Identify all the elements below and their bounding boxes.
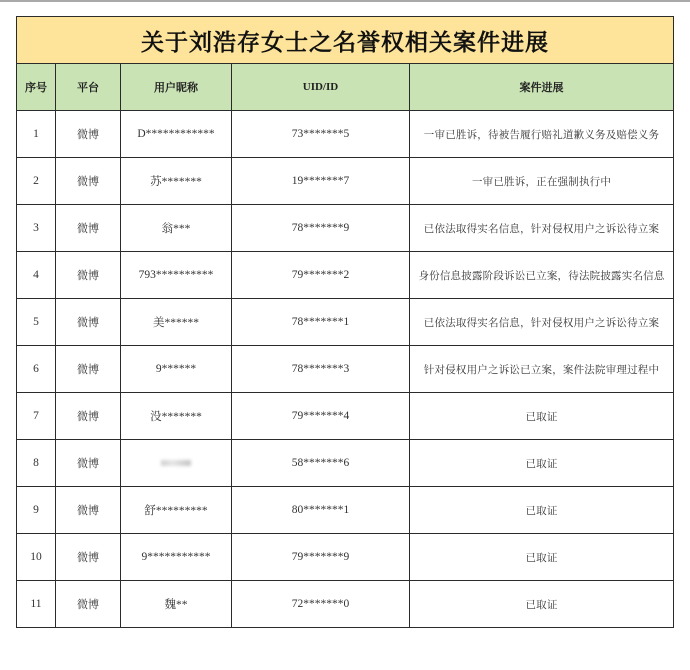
cell-nickname: 苏******* — [121, 158, 232, 205]
cell-nickname: 舒********* — [121, 487, 232, 534]
cell-platform: 微博 — [56, 252, 121, 299]
cell-progress: 一审已胜诉，待被告履行赔礼道歉义务及赔偿义务 — [410, 111, 674, 158]
header-index: 序号 — [17, 64, 56, 111]
table-row — [17, 111, 674, 158]
cell-uid: 72*******0 — [232, 581, 410, 628]
table-row — [17, 299, 674, 346]
header-platform: 平台 — [56, 64, 121, 111]
cell-nickname: 魏** — [121, 581, 232, 628]
cell-uid: 19*******7 — [232, 158, 410, 205]
cell-index: 10 — [17, 534, 56, 581]
cell-progress: 已取证 — [410, 581, 674, 628]
document-title: 关于刘浩存女士之名誉权相关案件进展 — [17, 17, 674, 64]
table-row — [17, 158, 674, 205]
cell-platform: 微博 — [56, 346, 121, 393]
cell-index: 11 — [17, 581, 56, 628]
cell-platform: 微博 — [56, 581, 121, 628]
table-row — [17, 393, 674, 440]
table-row — [17, 534, 674, 581]
top-divider — [0, 0, 690, 2]
header-nickname: 用户昵称 — [121, 64, 232, 111]
title-row — [17, 17, 674, 64]
cell-platform: 微博 — [56, 487, 121, 534]
cell-index: 5 — [17, 299, 56, 346]
cell-uid: 78*******9 — [232, 205, 410, 252]
cell-nickname: 9****** — [121, 346, 232, 393]
cell-index: 6 — [17, 346, 56, 393]
cell-nickname: 9*********** — [121, 534, 232, 581]
cell-platform: 微博 — [56, 393, 121, 440]
cell-index: 3 — [17, 205, 56, 252]
cell-uid: 79*******2 — [232, 252, 410, 299]
cell-platform: 微博 — [56, 534, 121, 581]
cell-progress: 一审已胜诉，正在强制执行中 — [410, 158, 674, 205]
cell-platform: 微博 — [56, 111, 121, 158]
table-row — [17, 346, 674, 393]
cell-uid: 80*******1 — [232, 487, 410, 534]
cell-nickname: 翁*** — [121, 205, 232, 252]
table-row — [17, 252, 674, 299]
cell-uid: 78*******3 — [232, 346, 410, 393]
cell-nickname-redacted — [121, 440, 232, 487]
cell-progress: 身份信息披露阶段诉讼已立案，待法院披露实名信息 — [410, 252, 674, 299]
cell-uid: 78*******1 — [232, 299, 410, 346]
cell-nickname: 没******* — [121, 393, 232, 440]
cell-platform: 微博 — [56, 299, 121, 346]
header-uid: UID/ID — [232, 64, 410, 111]
cell-uid: 79*******4 — [232, 393, 410, 440]
cell-progress: 已取证 — [410, 534, 674, 581]
table-row — [17, 487, 674, 534]
cell-nickname: 793********** — [121, 252, 232, 299]
cell-platform: 微博 — [56, 158, 121, 205]
cell-progress: 已取证 — [410, 440, 674, 487]
case-progress-table — [16, 16, 674, 628]
cell-index: 2 — [17, 158, 56, 205]
header-row — [17, 64, 674, 111]
cell-nickname: 美****** — [121, 299, 232, 346]
cell-index: 1 — [17, 111, 56, 158]
cell-platform: 微博 — [56, 440, 121, 487]
table-row — [17, 440, 674, 487]
blurred-nickname — [161, 460, 191, 466]
header-progress: 案件进展 — [410, 64, 674, 111]
cell-index: 8 — [17, 440, 56, 487]
cell-index: 4 — [17, 252, 56, 299]
cell-uid: 79*******9 — [232, 534, 410, 581]
table-row — [17, 581, 674, 628]
cell-progress: 已依法取得实名信息，针对侵权用户之诉讼待立案 — [410, 205, 674, 252]
cell-uid: 58*******6 — [232, 440, 410, 487]
cell-platform: 微博 — [56, 205, 121, 252]
cell-index: 7 — [17, 393, 56, 440]
cell-index: 9 — [17, 487, 56, 534]
cell-uid: 73*******5 — [232, 111, 410, 158]
table-row — [17, 205, 674, 252]
cell-progress: 已取证 — [410, 487, 674, 534]
cell-progress: 已依法取得实名信息，针对侵权用户之诉讼待立案 — [410, 299, 674, 346]
cell-progress: 已取证 — [410, 393, 674, 440]
cell-progress: 针对侵权用户之诉讼已立案，案件法院审理过程中 — [410, 346, 674, 393]
cell-nickname: D************ — [121, 111, 232, 158]
